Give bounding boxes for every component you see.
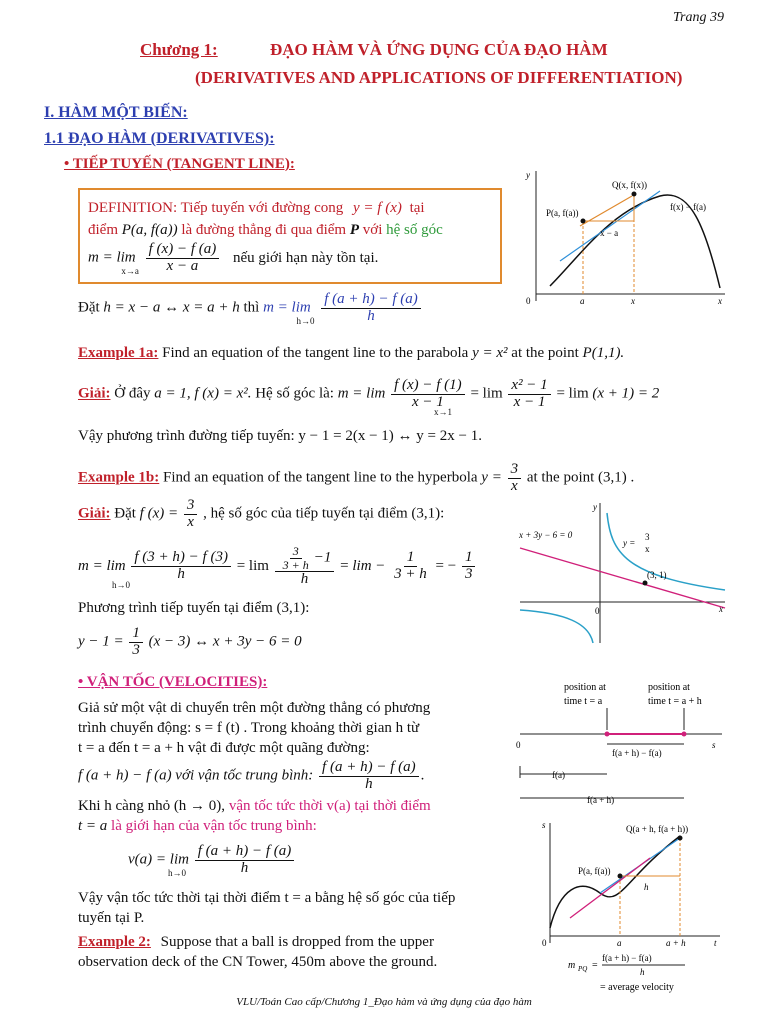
velocity-formula-sub: h→0 (168, 868, 186, 878)
definition-fraction: $\frac{f (x) - f (a)}{x - a}$ (146, 242, 220, 275)
definition-text-3: điểm (88, 222, 118, 238)
definition-lim-sub: x→a (121, 265, 139, 276)
section-heading: I. HÀM MỘT BIẾN: (44, 104, 188, 121)
definition-text-4: là đường thẳng đi qua điểm (181, 222, 347, 238)
q-label: Q(x, f(x)) (612, 180, 647, 190)
definition-label: DEFINITION: (88, 200, 178, 216)
avg-label: = average velocity (600, 982, 674, 993)
x-axis-label: x (718, 296, 722, 306)
solution-1b: Giải: Đặt f (x) = $\frac{3}{x}$ , hệ số góc của tiếp tuyến tại điểm (3,1): (78, 497, 445, 530)
solution-1a: Giải: Ở đây a = 1, f (x) = x². Hệ số góc là: m = lim $\frac{f (x) - f (1)}{x - 1}$ = lim $\frac{\text{x² − 1}}{x - 1}$ = lim (x + 1) = 2 (78, 377, 660, 410)
x-axis-label: x (719, 604, 723, 614)
velocity-figure (540, 818, 730, 994)
mpq-label: m (568, 960, 576, 971)
curve-num: 3 (645, 532, 650, 542)
p-label: P(a, f(a)) (546, 208, 579, 218)
fa-label: f(a) (552, 770, 565, 780)
point-label: (3, 1) (647, 570, 667, 580)
curve-den: x (645, 544, 650, 554)
tangent-line-label: x + 3y − 6 = 0 (519, 530, 573, 540)
p-label: P(a, f(a)) (578, 866, 611, 876)
definition-text-5: với (362, 222, 383, 238)
example-1b: Example 1b: Find an equation of the tangent line to the hyperbola y = $\frac{3}{x}$ at the point (3,1) . (78, 461, 635, 494)
origin-label: 0 (542, 938, 547, 948)
hyperbola-figure (515, 498, 730, 646)
velocity-p3: t = a đến t = a + h vật đi được một quãng đường: (78, 740, 370, 756)
velocity-heading: • VẬN TỐC (VELOCITIES): (78, 674, 268, 690)
h-label: h (644, 882, 649, 892)
t-axis-label: t (714, 938, 717, 948)
subsection-heading: 1.1 ĐẠO HÀM (DERIVATIVES): (44, 130, 275, 147)
mpq-num: f(a + h) − f(a) (602, 953, 652, 963)
ah-tick-label: a + h (666, 938, 686, 948)
origin-label: 0 (526, 296, 531, 306)
tangent-eq: y − 1 = $\frac{1}{3}$ (x − 3) ↔ x + 3y − 6 = 0 (78, 625, 302, 658)
definition-text-6: nếu giới hạn này tồn tại. (232, 249, 379, 266)
set-h-line: Đặt h = x − a ↔ x = a + h thì m = lim h→0 $\frac{f (a + h) - f (a)}{h}$ (78, 292, 423, 326)
definition-box (78, 188, 502, 284)
velocity-p8: tuyến tại P. (78, 910, 145, 926)
velocity-p5: Khi h càng nhỏ (h → 0), vận tốc tức thời v(a) tại thời điểm (78, 798, 431, 814)
slope-1b: m = lim $\frac{f (3 + h) - f (3)}{h}$ = lim $\frac{3}{3 + h}$ −1 h = lim − $\frac{1}{3 + h}$ = − $\frac{1}{3}$ (78, 545, 477, 588)
fdiff-label: f(x) − f(a) (670, 202, 707, 212)
velocity-p6: t = a là giới hạn của vận tốc trung bình: (78, 818, 317, 834)
mpq-eq: = (592, 960, 598, 971)
tangent-eq-label: Phương trình tiếp tuyến tại điểm (3,1): (78, 600, 310, 616)
example-1a: Example 1a: Find an equation of the tangent line to the parabola y = x² at the point P(1,1). (78, 345, 625, 361)
curve-label: y = (623, 538, 636, 548)
q-label: Q(a + h, f(a + h)) (626, 824, 689, 834)
fah-label: f(a + h) (587, 795, 615, 805)
a-tick-label: a (580, 296, 585, 306)
position-figure (512, 678, 730, 810)
time-ah-label: time t = a + h (648, 696, 702, 707)
tangent-heading: • TIẾP TUYẾN (TANGENT LINE): (64, 156, 295, 172)
example-2-line-2: observation deck of the CN Tower, 450m above the ground. (78, 954, 438, 970)
mpq-sub: PQ (578, 965, 588, 973)
footer: VLU/Toán Cao cấp/Chương 1_Đạo hàm và ứng dụng của đạo hàm (236, 996, 532, 1008)
velocity-p7: Vậy vận tốc tức thời tại thời điểm t = a bằng hệ số góc của tiếp (78, 890, 456, 906)
position-a-label: position at (564, 682, 606, 693)
conclusion-1a: Vậy phương trình đường tiếp tuyến: y − 1 = 2(x − 1) ↔ y = 2x − 1. (78, 428, 482, 444)
definition-text-2: tại (409, 200, 425, 216)
mpq-den: h (640, 967, 645, 977)
chapter-label: Chương 1: (140, 40, 218, 59)
chapter-title-vi: ĐẠO HÀM VÀ ỨNG DỤNG CỦA ĐẠO HÀM (270, 40, 608, 59)
y-axis-label: y (526, 170, 530, 180)
s-axis-label: s (542, 820, 546, 830)
time-a-label: time t = a (564, 696, 603, 707)
origin-label: 0 (595, 606, 600, 616)
origin-label: 0 (516, 740, 521, 750)
velocity-p2: trình chuyển động: s = f (t) . Trong khoảng thời gian h từ (78, 720, 420, 736)
velocity-p1: Giả sử một vật di chuyển trên một đường thẳng có phương (78, 700, 431, 716)
definition-eq: y = f (x) (353, 200, 402, 216)
definition-point: P(a, f(a)) (121, 222, 178, 238)
xa-label: x − a (600, 228, 619, 238)
solution-1a-lim-sub: x→1 (434, 407, 452, 417)
y-axis-label: y (593, 502, 597, 512)
example-2: Example 2: Suppose that a ball is dropped from the upper (78, 934, 434, 950)
slope-1b-sub: h→0 (112, 580, 130, 590)
position-ah-label: position at (648, 682, 690, 693)
tangent-figure (520, 166, 730, 306)
velocity-p4: f (a + h) − f (a) với vận tốc trung bình: $\frac{f (a + h) - f (a)}{h}$ . (78, 759, 425, 792)
x-tick-label: x (631, 296, 635, 306)
definition-text: Tiếp tuyến với đường cong (180, 200, 344, 216)
chapter-title-en: (DERIVATIVES AND APPLICATIONS OF DIFFERENTIATION) (195, 68, 683, 87)
definition-slope-word: hệ số góc (386, 222, 443, 238)
diff-label: f(a + h) − f(a) (612, 748, 662, 758)
definition-P: P (349, 222, 360, 238)
page-number: Trang 39 (673, 10, 724, 25)
velocity-formula: v(a) = lim $\frac{f (a + h) - f (a)}{h}$ (128, 844, 296, 877)
s-axis-label: s (712, 740, 716, 750)
a-tick-label: a (617, 938, 622, 948)
definition-m: m = lim (88, 249, 136, 266)
